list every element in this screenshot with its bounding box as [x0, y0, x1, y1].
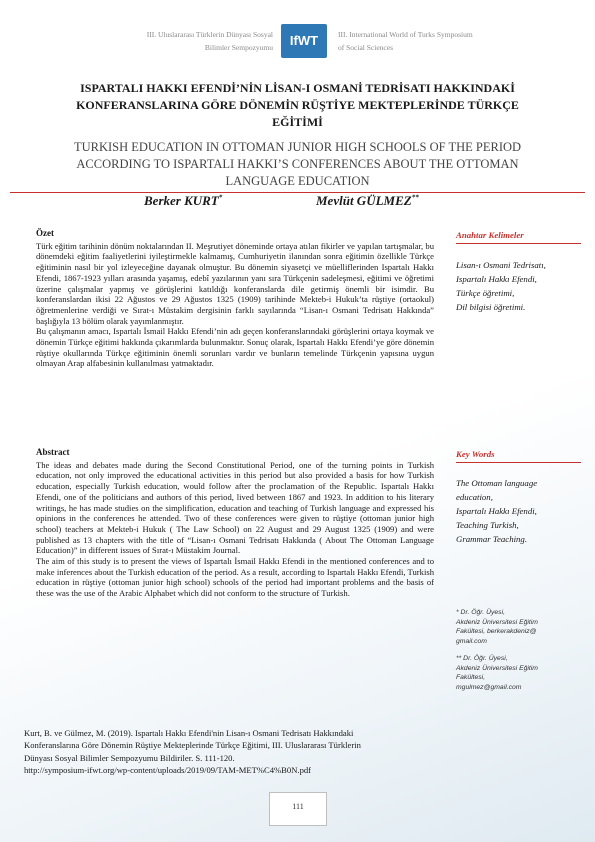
keyword-item: Ispartalı Hakkı Efendi,: [456, 506, 537, 516]
title-tr-line: KONFERANSLARINA GÖRE DÖNEMİN RÜŞTİYE MEKTEPLERİNDE TÜRKÇE: [76, 98, 519, 112]
keyword-item: Lisan-ı Osmani Tedrisatı,: [456, 260, 546, 270]
title-turkish: [30, 80, 565, 131]
footnote-2: [456, 654, 576, 692]
footnote-line: * Dr. Öğr. Üyesi,: [456, 609, 505, 616]
header-right-text: [338, 28, 558, 54]
abstract-paragraph-2: The aim of this study is to present the views of Ispartalı İsmail Hakkı Efendi in the mentioned conferences and to make inferences about the Turkish education of the period. As a result, according to Ispartalı Hakkı Efendi, Turkish education in rüştiye (ottoman junior high school) schools of the period had important problems and the basis of these was the use of the Arabic Alphabet which did not conform to the structure of Turkish.: [36, 556, 434, 599]
title-en-line: ACCORDING TO ISPARTALI HAKKI’S CONFERENCES ABOUT THE OTTOMAN: [76, 157, 519, 171]
page-number: 111: [269, 792, 327, 826]
author-1-name: Berker KURT: [144, 193, 219, 208]
page-header: [0, 24, 595, 60]
author-1: [144, 193, 222, 209]
ozet-paragraph-2: Bu çalışmanın amacı, Ispartalı İsmail Hakkı Efendi’nin adı geçen konferanslarındaki görüşlerini ortaya koymak ve dönemin Türkçe eğitimi hakkında çıkarımlarda bulunmaktır. Sonuç olarak, Ispartalı Hakkı Efendi’ye göre dönemin rüştiye okullarında Türkçe eğitiminin önemli sorunları vardır ve bunların temelinde Türkçenin yapısına uygun olmayan Arap alfabesinin kullanılması yatmaktadır.: [36, 326, 434, 369]
keyword-item: education,: [456, 492, 493, 502]
keyword-item: Ispartalı Hakkı Efendi,: [456, 274, 537, 284]
footnote-line: Akdeniz Üniversitesi Eğitim: [456, 618, 538, 626]
ozet-paragraph-1: Türk eğitim tarihinin dönüm noktalarından II. Meşrutiyet döneminde ortaya atılan fikirler ve yapılan tartışmalar, bu dönemdeki eğitim faaliyetlerini iyileştirmekle kalmamış, Cumhuriyetin ilanından sonra eğitimin özellikle Türkçe eğitiminin nasıl bir yol izleyeceğine dayanak olmuştur. Bu dönemin siyasetçi ve müelliflerinden Ispartalı Hakkı Efendi, 1867-1923 yılları arasında yaşamış, edebî yazılarının yanı sıra Türkçenin sadeleşmesi, eğitimi ve öğretimi üzerine çalışmalar yapmış ve görüşlerini katıldığı konferanslarda dile getirmiş önemli bir isimdir. Bu konferanslardan ikisi 22 Ağustos ve 29 Ağustos 1325 (1909) tarihinde Mekteb-i Hukuk’ta rüştiye (ortaokul) öğretmenlerine verdiği ve Sırat-ı Müstakim dergisinin farklı sayılarında “Lisan-ı Osmani Tedrisatı Hakkında” başlığıyla 13 bölüm olarak yayımlanmıştır.: [36, 240, 434, 326]
header-left-text: [53, 28, 273, 54]
footnote-1: [456, 608, 576, 646]
ifwt-logo: IfWT: [281, 24, 327, 58]
keyword-item: Teaching Turkish,: [456, 520, 519, 530]
footnote-line: Fakültesi,: [456, 674, 486, 681]
author-2: [316, 193, 419, 209]
title-en-line: TURKISH EDUCATION IN OTTOMAN JUNIOR HIGH SCHOOLS OF THE PERIOD: [73, 140, 522, 154]
abstract-section: [36, 447, 434, 599]
title-tr-line: ISPARTALI HAKKI EFENDİ’NİN LİSAN-I OSMANİ TEDRİSATI HAKKINDAKİ: [80, 81, 515, 95]
author-footnotes: [456, 608, 576, 700]
citation-line: Konferanslarına Göre Dönemin Rüştiye Mekteplerinde Türkçe Eğitimi, III. Uluslararası Türklerin: [24, 740, 361, 751]
abstract-heading: Abstract: [36, 447, 70, 457]
title-tr-line: EĞİTİMİ: [272, 115, 323, 129]
footnote-line: Akdeniz Üniversitesi Eğitim: [456, 664, 538, 672]
key-words-heading: Key Words: [456, 449, 581, 463]
citation-line: Dünyası Sosyal Bilimler Sempozyumu Bildiriler. S. 111-120.: [24, 752, 235, 763]
header-left-line1: III. Uluslararası Türklerin Dünyası Sosyal: [146, 30, 273, 39]
title-english: [20, 139, 575, 190]
author-2-name: Mevlüt GÜLMEZ: [316, 193, 412, 208]
keyword-item: The Ottoman language: [456, 478, 538, 488]
abstract-paragraph-1: The ideas and debates made during the Second Constitutional Period, one of the turning points in Turkish education, not only improved the educational activities in this period but also provided a basis for how Turkish education, especially Turkish education, would follow after the proclamation of the Republic. Ispartalı Hakkı Efendi, one of the politicians and authors of this period, lived between 1867 and 1923. In addition to his literary writings, he has made studies on the simplification, education and teaching of Turkish language and expressed his opinions in the conferences he attended. Two of these conferences were given to rüştiye (ottoman junior high school) teachers at Mekteb-i Hukuk ( The Law School) on 22 August and 29 August 1325 (1909) and were published as 13 chapters with the title of “Lisan-ı Osmani Tedrisatı Hakkında ( About The Ottoman Language Education)” in different issues of Sırat-ı Müstakim Journal.: [36, 459, 434, 556]
author-2-mark: **: [411, 193, 419, 202]
key-words-list: [456, 476, 581, 546]
footnote-line: gmail.com: [456, 637, 487, 645]
keyword-item: Dil bilgisi öğretimi.: [456, 302, 526, 312]
header-left-line2: Bilimler Sempozyumu: [204, 43, 273, 52]
author-1-mark: *: [218, 193, 223, 202]
citation-url[interactable]: http://symposium-ifwt.org/wp-content/uploads/2019/09/TAM-MET%C4%B0N.pdf: [24, 764, 312, 775]
citation-line: Kurt, B. ve Gülmez, M. (2019). Ispartalı Hakkı Efendi'nin Lisan-ı Osmani Tedrisatı Hakkındaki: [24, 728, 354, 738]
title-en-line: LANGUAGE EDUCATION: [225, 174, 370, 188]
author-line: [0, 193, 595, 209]
header-right-line2: of Social Sciences: [338, 43, 393, 52]
anahtar-kelimeler-heading: Anahtar Kelimeler: [456, 230, 581, 244]
anahtar-kelimeler-list: [456, 258, 581, 314]
keyword-item: Türkçe öğretimi,: [456, 288, 515, 298]
footnote-line: mgulmez@gmail.com: [456, 683, 522, 691]
citation-block: [24, 727, 474, 776]
header-right-line1: III. International World of Turks Symposium: [338, 30, 473, 39]
footnote-line: Fakültesi, berkerakdeniz@: [456, 628, 537, 635]
ozet-section: [36, 228, 434, 369]
keyword-item: Grammar Teaching.: [456, 534, 528, 544]
footnote-line: ** Dr. Öğr. Üyesi,: [456, 655, 508, 662]
ozet-heading: Özet: [36, 228, 54, 238]
